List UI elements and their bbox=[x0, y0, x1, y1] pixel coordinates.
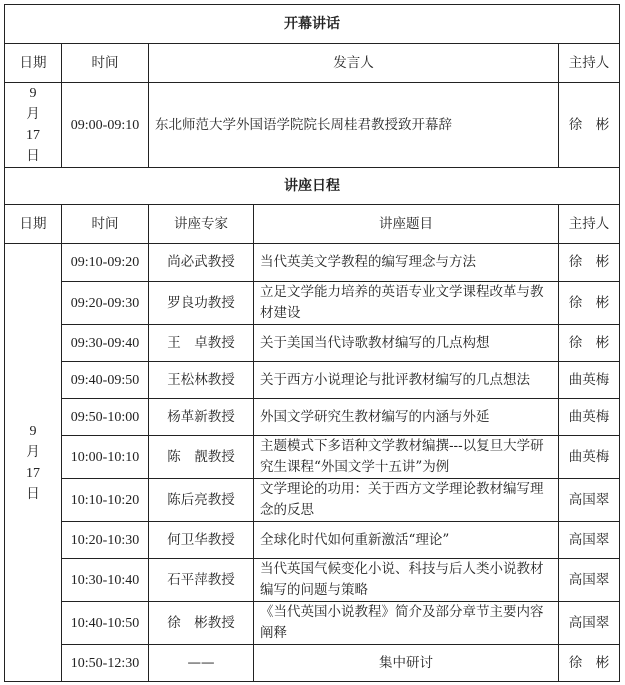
row-expert: 陈 靓教授 bbox=[149, 436, 254, 479]
row-host: 徐 彬 bbox=[559, 325, 620, 362]
table-row bbox=[5, 399, 620, 436]
row-time: 10:20-10:30 bbox=[62, 522, 149, 559]
row-expert: 何卫华教授 bbox=[149, 522, 254, 559]
row-topic: 《当代英国小说教程》简介及部分章节主要内容阐释 bbox=[254, 602, 559, 645]
row-expert: 罗良功教授 bbox=[149, 282, 254, 325]
row-time: 10:40-10:50 bbox=[62, 602, 149, 645]
row-topic: 外国文学研究生教材编写的内涵与外延 bbox=[254, 399, 559, 436]
header-expert: 讲座专家 bbox=[149, 205, 254, 244]
row-topic: 集中研讨 bbox=[254, 645, 559, 682]
opening-speaker: 东北师范大学外国语学院院长周桂君教授致开幕辞 bbox=[149, 83, 559, 168]
opening-host: 徐 彬 bbox=[559, 83, 620, 168]
lecture-schedule-table bbox=[4, 167, 620, 682]
row-host: 高国翠 bbox=[559, 479, 620, 522]
row-topic: 当代英国气候变化小说、科技与后人类小说教材编写的问题与策略 bbox=[254, 559, 559, 602]
header-topic: 讲座题目 bbox=[254, 205, 559, 244]
row-time: 09:30-09:40 bbox=[62, 325, 149, 362]
row-topic: 关于西方小说理论与批评教材编写的几点想法 bbox=[254, 362, 559, 399]
date-month: 月 bbox=[26, 443, 40, 460]
table-row bbox=[5, 436, 620, 479]
section-title-lectures: 讲座日程 bbox=[5, 168, 620, 205]
row-time: 10:10-10:20 bbox=[62, 479, 149, 522]
row-host: 高国翠 bbox=[559, 522, 620, 559]
opening-time: 09:00-09:10 bbox=[62, 83, 149, 168]
row-expert: —— bbox=[149, 645, 254, 682]
row-time: 10:00-10:10 bbox=[62, 436, 149, 479]
row-time: 09:20-09:30 bbox=[62, 282, 149, 325]
row-topic: 主题模式下多语种文学教材编撰---以复旦大学研究生课程“外国文学十五讲”为例 bbox=[254, 436, 559, 479]
header-date: 日期 bbox=[5, 44, 62, 83]
table-row bbox=[5, 479, 620, 522]
row-topic: 立足文学能力培养的英语专业文学课程改革与教材建设 bbox=[254, 282, 559, 325]
row-expert: 杨革新教授 bbox=[149, 399, 254, 436]
table-row bbox=[5, 522, 620, 559]
date-day-num: 17 bbox=[26, 465, 40, 481]
date-day: 日 bbox=[26, 148, 40, 164]
opening-speech-table bbox=[4, 4, 620, 168]
table-row bbox=[5, 244, 620, 282]
header-date: 日期 bbox=[5, 205, 62, 244]
section-title-opening: 开幕讲话 bbox=[5, 5, 620, 44]
row-host: 曲英梅 bbox=[559, 362, 620, 399]
date-cell bbox=[5, 244, 62, 682]
header-time: 时间 bbox=[62, 44, 149, 83]
row-time: 10:50-12:30 bbox=[62, 645, 149, 682]
header-speaker: 发言人 bbox=[149, 44, 559, 83]
header-host: 主持人 bbox=[559, 205, 620, 244]
table-row bbox=[5, 602, 620, 645]
header-time: 时间 bbox=[62, 205, 149, 244]
row-host: 曲英梅 bbox=[559, 399, 620, 436]
row-host: 徐 彬 bbox=[559, 244, 620, 282]
row-time: 09:40-09:50 bbox=[62, 362, 149, 399]
row-expert: 王 卓教授 bbox=[149, 325, 254, 362]
row-host: 徐 彬 bbox=[559, 282, 620, 325]
table-row bbox=[5, 325, 620, 362]
header-host: 主持人 bbox=[559, 44, 620, 83]
row-host: 高国翠 bbox=[559, 559, 620, 602]
row-expert: 尚必武教授 bbox=[149, 244, 254, 282]
row-host: 高国翠 bbox=[559, 602, 620, 645]
table-row bbox=[5, 282, 620, 325]
table-row bbox=[5, 559, 620, 602]
row-host: 徐 彬 bbox=[559, 645, 620, 682]
row-host: 曲英梅 bbox=[559, 436, 620, 479]
row-topic: 当代英美文学教程的编写理念与方法 bbox=[254, 244, 559, 282]
date-day: 日 bbox=[26, 485, 40, 502]
row-expert: 徐 彬教授 bbox=[149, 602, 254, 645]
row-topic: 关于美国当代诗歌教材编写的几点构想 bbox=[254, 325, 559, 362]
row-expert: 石平萍教授 bbox=[149, 559, 254, 602]
date-cell bbox=[5, 83, 62, 168]
row-time: 09:10-09:20 bbox=[62, 244, 149, 282]
date-month-num: 9 bbox=[29, 86, 37, 101]
row-time: 09:50-10:00 bbox=[62, 399, 149, 436]
date-month: 月 bbox=[26, 106, 40, 122]
row-expert: 陈后亮教授 bbox=[149, 479, 254, 522]
row-time: 10:30-10:40 bbox=[62, 559, 149, 602]
table-row bbox=[5, 362, 620, 399]
table-row bbox=[5, 645, 620, 682]
date-month-num: 9 bbox=[29, 423, 37, 439]
row-expert: 王松林教授 bbox=[149, 362, 254, 399]
row-topic: 文学理论的功用：关于西方文学理论教材编写理念的反思 bbox=[254, 479, 559, 522]
date-day-num: 17 bbox=[26, 128, 40, 143]
row-topic: 全球化时代如何重新激活“理论” bbox=[254, 522, 559, 559]
